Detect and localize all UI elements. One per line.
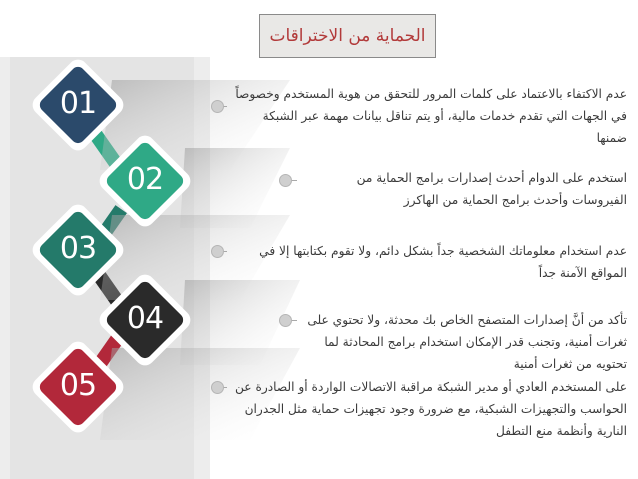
step-number-03: 03 xyxy=(59,231,97,266)
bullet-dot-01 xyxy=(211,100,224,113)
step-number-02: 02 xyxy=(126,162,164,197)
bullet-dot-04 xyxy=(279,314,292,327)
step-text-04: تأكد من أنَّ إصدارات المتصفح الخاص بك محدثة، ولا تحتوي على ثغرات أمنية، وتجنب قدر الإمكان استخدام برامج المحادثة لما تحتويه من ثغرات أمنية xyxy=(307,313,627,371)
title-box xyxy=(259,14,436,58)
step-text-01: عدم الاكتفاء بالاعتماد على كلمات المرور للتحقق من هوية المستخدم وخصوصاً في الجهات التي تقدم خدمات مالية، أو يتم تناقل بيانات مهمة عبر الشبكة ضمنها xyxy=(235,87,627,145)
page-title: الحماية من الاختراقات xyxy=(269,26,426,46)
step-text-03: عدم استخدام معلوماتك الشخصية جداً بشكل دائم، ولا تقوم بكتابتها إلا في المواقع الآمنة جداً xyxy=(259,244,627,280)
step-text-05: على المستخدم العادي أو مدير الشبكة مراقبة الاتصالات الواردة أو الصادرة عن الحواسب والتجهيزات الشبكية، مع ضرورة وجود تجهيزات حماية مثل الجدران النارية وأنظمة منع التطفل xyxy=(235,380,627,438)
bullet-dot-03 xyxy=(211,245,224,258)
step-number-01: 01 xyxy=(59,86,97,121)
step-text-02: استخدم على الدوام أحدث إصدارات برامج الحماية من الفيروسات وأحدث برامج الحماية من الهاكرز xyxy=(356,171,627,207)
step-number-04: 04 xyxy=(126,301,164,336)
step-number-05: 05 xyxy=(59,368,97,403)
bullet-dot-05 xyxy=(211,381,224,394)
bullet-dot-02 xyxy=(279,174,292,187)
